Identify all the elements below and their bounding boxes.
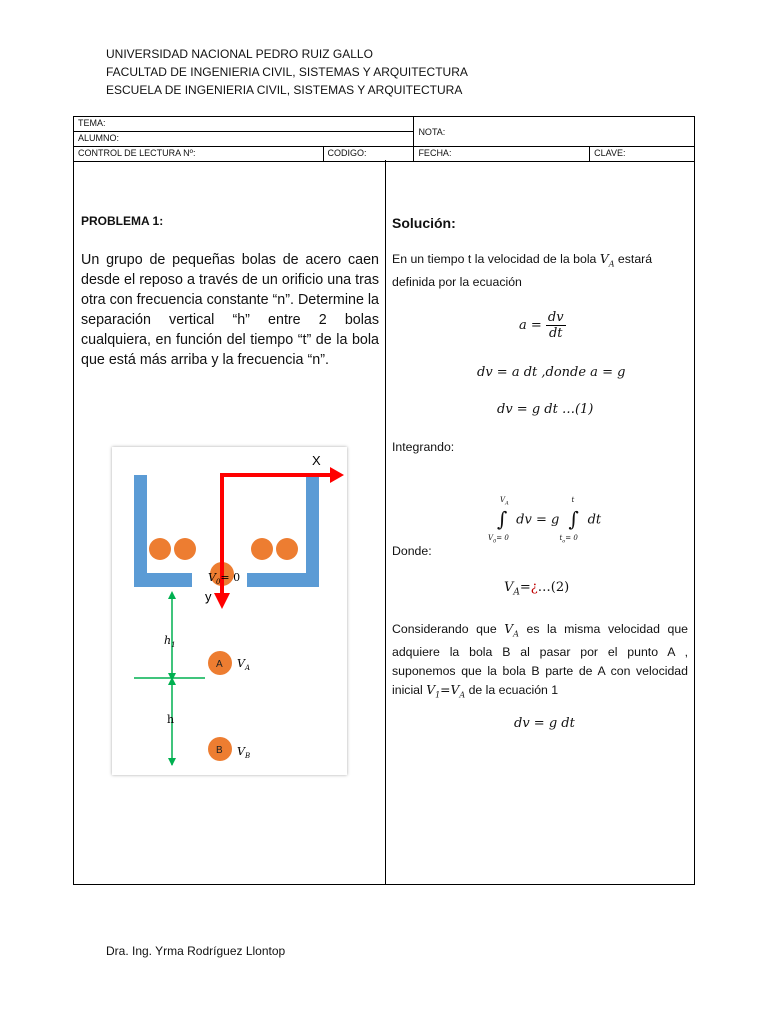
dim-arrow-bottom	[168, 758, 176, 766]
faculty-name: FACULTAD DE INGENIERIA CIVIL, SISTEMAS Y ARQUITECTURA	[106, 65, 468, 79]
footer-author: Dra. Ing. Yrma Rodríguez Llontop	[106, 944, 286, 958]
integral-equation: ∫ $V_A$ $V_0= 0$ dv = g ∫ t $t_o= 0$ dt	[488, 496, 602, 545]
v0-label: $V_0= 0$	[208, 571, 241, 586]
integrando-label: Integrando:	[392, 440, 455, 454]
solution-paragraph-1: En un tiempo t la velocidad de la bola $V_A$ estará definida por la ecuación	[392, 252, 653, 290]
solution-title: Solución:	[392, 215, 456, 231]
left-floor	[134, 573, 192, 587]
y-arrowhead	[214, 593, 230, 609]
alumno-field: ALUMNO:	[74, 132, 414, 147]
info-table	[73, 116, 695, 162]
problem-title: PROBLEMA 1:	[81, 214, 164, 228]
integral-right: ∫ t $t_o= 0$	[559, 496, 579, 545]
problem-statement: Un grupo de pequeñas bolas de acero caen desde el reposo a través de un orificio una tras otra con frecuencia constante “n”. Determine la separación vertical “h” entre 2 bolas cualquiera, en función del tiempo “t” de la bola que está más arriba y la frecuencia “n”.	[81, 252, 380, 368]
h1-label: $h_1$	[164, 634, 176, 649]
initial-velocity: $V_1=V_A$	[426, 683, 466, 700]
figure-drawing	[112, 447, 347, 775]
ball-left-2	[174, 538, 196, 560]
integral-left: ∫ $V_A$ $V_0= 0$	[488, 496, 509, 545]
ball-right-1	[251, 538, 273, 560]
school-name: ESCUELA DE INGENIERIA CIVIL, SISTEMAS Y ARQUITECTURA	[106, 83, 463, 97]
solution-column	[392, 214, 688, 291]
ball-right-2	[276, 538, 298, 560]
codigo-field: CODIGO:	[323, 147, 414, 162]
document-header	[106, 45, 468, 99]
university-name: UNIVERSIDAD NACIONAL PEDRO RUIZ GALLO	[106, 47, 373, 61]
equation-dv-adt: dv = a dt ,donde a = g	[477, 365, 626, 380]
ball-b-label: B	[216, 745, 223, 756]
nota-field: NOTA:	[414, 117, 695, 147]
equation-a-dv-dt: a = $\frac{dv}{dt}$	[519, 310, 564, 341]
control-field: CONTROL DE LECTURA Nº:	[74, 147, 324, 162]
y-label: y	[205, 589, 212, 604]
ball-a-label: A	[216, 659, 223, 670]
va-label: $V_A$	[237, 657, 251, 672]
clave-field: CLAVE:	[590, 147, 695, 162]
column-divider	[385, 160, 386, 884]
equation-1: dv = g dt …(1)	[497, 402, 594, 417]
equation-2: $V_A=¿\dots(2)$	[504, 580, 570, 598]
donde-label: Donde:	[392, 544, 432, 558]
equation-dv-gdt: dv = g dt	[514, 716, 575, 731]
tema-field: TEMA:	[74, 117, 414, 132]
h-label: h	[167, 713, 175, 726]
dim-arrow-top	[168, 591, 176, 599]
fecha-field: FECHA:	[414, 147, 590, 162]
vb-label: $V_B$	[237, 745, 251, 760]
solution-paragraph-2: Considerando que $V_A$ es la misma velocidad que adquiere la bola B al pasar por el punto A , suponemos que la bola B parte de A con velocidad inicial $V_1=V_A$ de la ecuación 1	[392, 622, 688, 700]
left-wall	[134, 475, 147, 587]
x-label: X	[312, 453, 321, 468]
content-box	[73, 160, 695, 885]
falling-balls-figure	[112, 447, 347, 775]
va-symbol: $V_A$	[599, 252, 615, 269]
x-arrowhead	[330, 467, 344, 483]
ball-left-1	[149, 538, 171, 560]
right-wall	[306, 475, 319, 587]
problem-column	[81, 214, 379, 370]
